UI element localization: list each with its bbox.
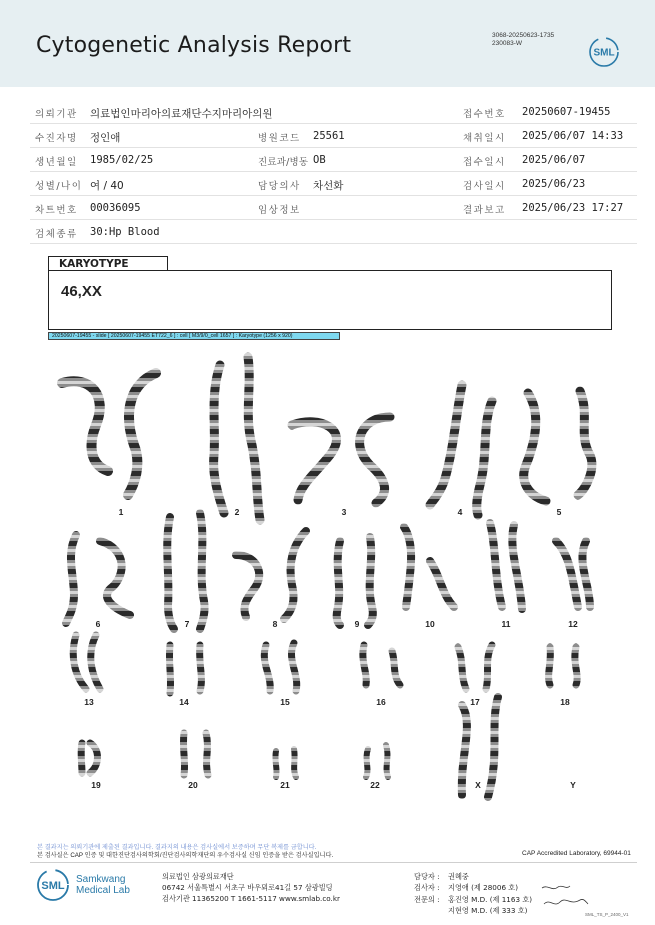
sex-age-label: 성별/나이 [35, 181, 83, 192]
receipt-no: 20250607-19455 [522, 106, 611, 118]
chromosome-22a [366, 749, 368, 777]
staff-name: 권혜중 [448, 872, 469, 881]
company-name-line2: Medical Lab [76, 885, 130, 896]
company-name [76, 874, 130, 896]
chromosome-8b [284, 531, 306, 619]
receipt-no-label: 접수번호 [463, 109, 506, 120]
specialist-label: 전문의 : [414, 894, 440, 904]
chromosome-xb [488, 697, 498, 797]
chromosome-label: 19 [91, 780, 101, 790]
chromosome-13b [91, 635, 100, 689]
chromosome-21a [275, 751, 276, 777]
info-row [30, 148, 637, 172]
department-label: 진료과/병동 [258, 157, 309, 168]
chromosome-shapes [62, 357, 592, 797]
hospital-code: 25561 [313, 130, 345, 142]
chromosome-7b [200, 513, 205, 629]
chart-no-label: 차트번호 [35, 205, 78, 216]
chromosome-label: 3 [341, 507, 347, 517]
chromosome-16b [392, 651, 400, 685]
chromosome-label: 22 [370, 780, 380, 790]
receipt-date: 2025/06/07 [522, 154, 586, 166]
report-title: Cytogenetic Analysis Report [36, 33, 352, 58]
chromosome-10a [404, 527, 411, 607]
chromosome-label: 1 [118, 507, 124, 517]
requesting-institution: 의료법인마리아의료재단수지마리아의원 [90, 108, 273, 120]
chromosome-label: 5 [556, 507, 562, 517]
foundation-name: 의료법인 삼광의료재단 [162, 872, 234, 881]
collection-date-label: 채취일시 [463, 133, 506, 144]
chromosome-label: 9 [354, 619, 360, 629]
chromosome-label: 10 [425, 619, 435, 629]
chromosome-9a [337, 541, 340, 625]
specimen-label: 검체종류 [35, 229, 78, 240]
karyogram-svg [30, 345, 630, 805]
chromosome-label: Y [570, 780, 576, 790]
chromosome-xa [462, 705, 467, 795]
chromosome-1a [62, 381, 108, 471]
footer-divider [30, 862, 637, 863]
chromosome-14b [200, 645, 202, 691]
patient-name-label: 수진자명 [35, 133, 78, 144]
info-row [30, 124, 637, 148]
chromosome-22b [386, 745, 388, 777]
form-code: SML_TS_P_2400_V1 [585, 912, 629, 917]
sex-age: 여 / 40 [90, 180, 124, 192]
chromosome-17b [486, 645, 492, 689]
clinical-info-label: 임상정보 [258, 205, 301, 216]
department: OB [313, 154, 326, 166]
chromosome-label: 18 [560, 697, 570, 707]
chromosome-11a [490, 523, 502, 607]
chromosome-9b [368, 537, 373, 625]
chromosome-label: 6 [95, 619, 101, 629]
disclaimer-note: 본 결과지는 의뢰기관에 제출된 결과입니다. 결과지의 내용은 검사실에서 보증하며 무단 복제를 금합니다. [37, 844, 317, 851]
karyotype-tab: KARYOTYPE [48, 256, 168, 271]
chromosome-14a [169, 645, 170, 693]
receipt-date-label: 접수일시 [463, 157, 506, 168]
chromosome-19b [90, 743, 98, 773]
chromosome-5b [578, 391, 592, 495]
chromosome-label: 20 [188, 780, 198, 790]
lab-address: 06742 서울특별시 서초구 바우뫼로41길 57 삼광빌딩 [162, 883, 333, 892]
specimen: 30:Hp Blood [90, 226, 160, 238]
chromosome-8a [236, 555, 259, 617]
info-row [30, 196, 637, 220]
chromosome-4a [430, 385, 462, 505]
chromosome-label: 7 [184, 619, 190, 629]
report-id-line1: 3068-20250623-1735 [492, 32, 555, 39]
chromosome-6b [100, 541, 130, 615]
chromosome-3a [292, 422, 336, 500]
physician-label: 담당의사 [258, 181, 301, 192]
patient-name: 정인애 [90, 132, 121, 144]
result-report: 2025/06/23 17:27 [522, 202, 624, 214]
karyotype-result-box [48, 270, 612, 330]
physician: 차선화 [313, 180, 344, 192]
report-id [492, 32, 554, 48]
chromosome-12b [582, 541, 590, 607]
specialist-name-1: 홍진영 M.D. (제 1163 호) [448, 894, 533, 904]
chromosome-15b [291, 643, 296, 691]
chromosome-15a [264, 645, 270, 691]
accreditation-note: 본 검사실은 CAP 인증 및 대한진단검사의학회/진단검사의학재단의 우수검사실 신임 인증을 받은 검사실입니다. [37, 852, 334, 859]
chromosome-6a [66, 535, 76, 623]
chromosome-7a [167, 517, 174, 629]
chromosome-18a [549, 647, 551, 685]
result-report-label: 결과보고 [463, 205, 506, 216]
test-date: 2025/06/23 [522, 178, 586, 190]
report-id-line2: 230083-W [492, 40, 522, 47]
company-name-line1: Samkwang [76, 874, 126, 885]
chromosome-11b [512, 525, 522, 609]
logo-text: SML [41, 880, 65, 892]
examiner-name: 지영애 (제 28006 호) [448, 883, 519, 893]
info-row [30, 100, 637, 124]
sml-logo-icon [588, 36, 620, 68]
cap-accreditation: CAP Accredited Laboratory, 69944-01 [522, 850, 631, 857]
logo-text: SML [593, 47, 615, 59]
karyotype-result: 46,XX [61, 283, 102, 300]
chromosome-13a [73, 635, 86, 689]
chromosome-12a [556, 541, 578, 607]
chromosome-label: 17 [470, 697, 480, 707]
info-row [30, 172, 637, 196]
report-header [0, 0, 655, 87]
chromosome-2b [248, 357, 260, 520]
signers-block [414, 871, 532, 916]
collection-date: 2025/06/07 14:33 [522, 130, 624, 142]
karyogram-caption: 20250607-19455 - slide [ 20250607-19455 ET722_6 ] : cell [ M3/9/0_cell 1657 ] : Karyotype (1256 x 920) [48, 332, 340, 340]
chromosome-19a [81, 743, 82, 773]
chromosome-label: 14 [179, 697, 189, 707]
chromosome-label: 13 [84, 697, 94, 707]
chromosome-5a [524, 393, 546, 501]
chromosome-18b [575, 647, 577, 685]
chromosome-1b [128, 373, 156, 495]
chromosome-label: 12 [568, 619, 578, 629]
chromosome-10b [430, 561, 454, 607]
chromosome-label: 16 [376, 697, 386, 707]
chromosome-21b [294, 749, 296, 777]
chromosome-label: 2 [234, 507, 240, 517]
chromosome-2a [214, 365, 224, 513]
birth-date-label: 생년월일 [35, 157, 78, 168]
chromosome-label: 11 [501, 619, 511, 629]
karyogram-image [30, 345, 630, 805]
sml-logo-icon [36, 868, 70, 902]
chromosome-20b [206, 733, 208, 775]
chromosome-label: 15 [280, 697, 290, 707]
info-row [30, 220, 637, 244]
chromosome-label: X [475, 780, 481, 790]
signature-icon [540, 882, 590, 912]
chart-no: 00036095 [90, 202, 141, 214]
requesting-institution-label: 의뢰기관 [35, 109, 78, 120]
hospital-code-label: 병원코드 [258, 133, 301, 144]
birth-date: 1985/02/25 [90, 154, 154, 166]
institution-number: 검사기관 11365200 T 1661-5117 www.smlab.co.kr [162, 894, 340, 903]
specialist-name-2: 지현영 M.D. (제 333 호) [448, 905, 528, 915]
chromosome-4b [477, 401, 492, 515]
chromosome-17a [458, 647, 466, 689]
chromosome-3b [360, 417, 390, 503]
lab-address-block [162, 871, 340, 904]
examiner-label: 검사자 : [414, 883, 440, 893]
chromosome-20a [183, 733, 184, 775]
staff-label: 담당자 : [414, 872, 440, 881]
chromosome-label: 8 [272, 619, 278, 629]
chromosome-label: 21 [280, 780, 290, 790]
chromosome-16a [363, 645, 366, 685]
test-date-label: 검사일시 [463, 181, 506, 192]
chromosome-label: 4 [457, 507, 463, 517]
